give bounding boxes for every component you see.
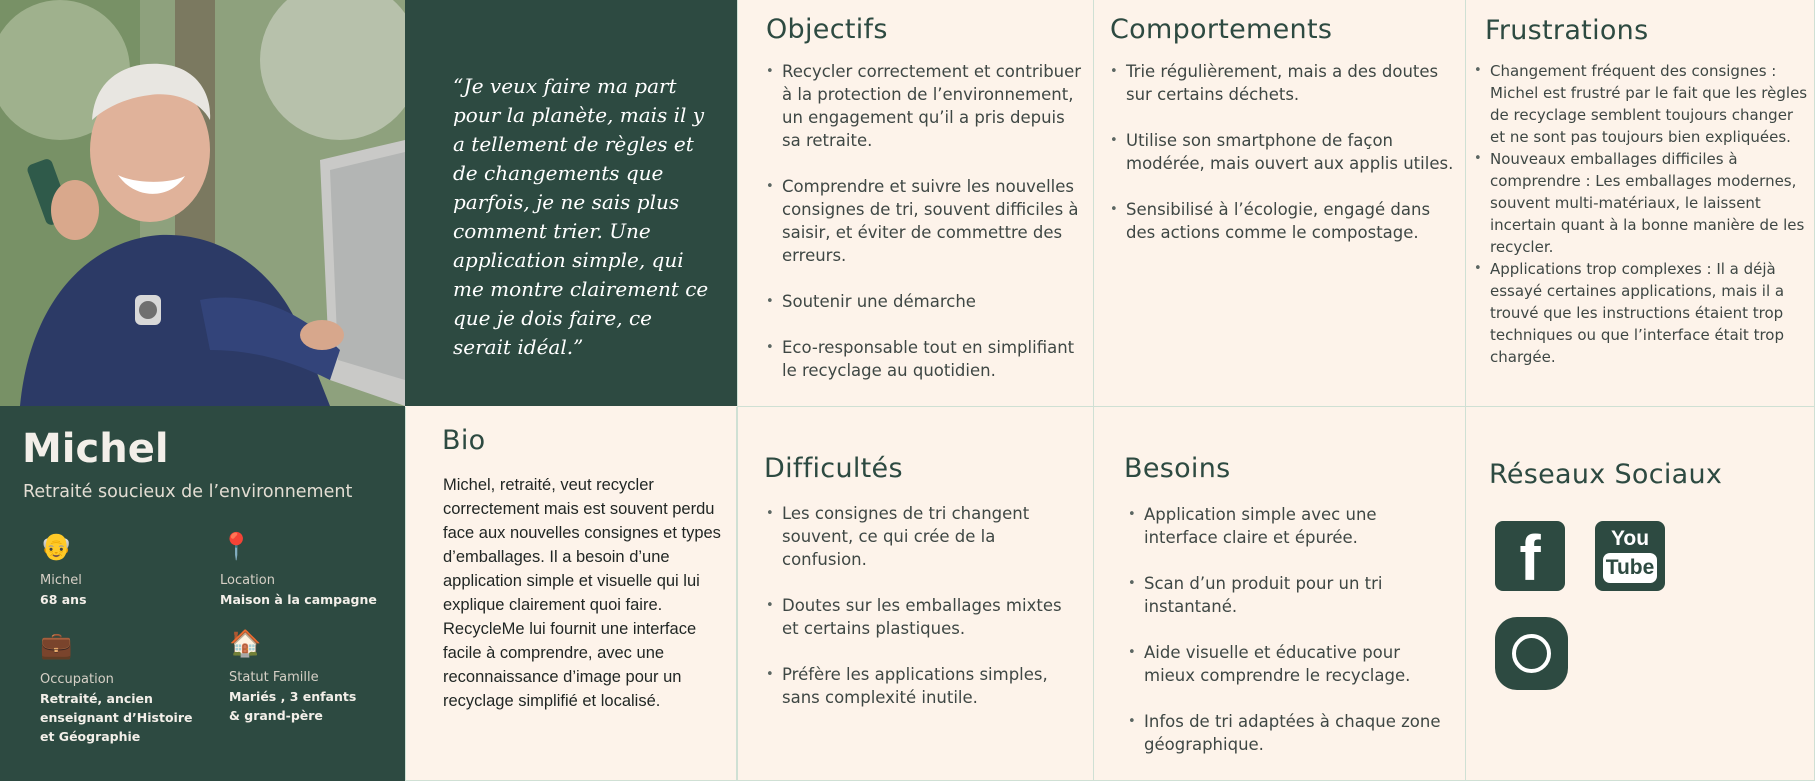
- list-item: • Comprendre et suivre les nouvelles consignes de tri, souvent difficiles à saisir, et éviter de commettre des erreurs.: [766, 175, 1082, 267]
- frustrations-section: [1466, 0, 1815, 407]
- briefcase-icon: 💼: [40, 631, 73, 661]
- list-item: • Les consignes de tri changent souvent, ce qui crée de la confusion.: [766, 502, 1066, 571]
- info-label: Michel: [40, 573, 82, 588]
- info-location: [220, 532, 400, 609]
- info-label: Location: [220, 573, 275, 588]
- info-label: Occupation: [40, 672, 114, 687]
- facebook-icon[interactable]: [1495, 521, 1565, 594]
- persona-photo: [0, 0, 405, 406]
- persona-role: Retraité soucieux de l’environnement: [23, 482, 353, 502]
- frustrations-list: [1474, 60, 1808, 368]
- comportements-title: Comportements: [1110, 14, 1333, 45]
- objectifs-list: [766, 60, 1082, 382]
- bio-title: Bio: [442, 425, 486, 456]
- besoins-list: [1128, 503, 1448, 756]
- persona-profile: [0, 406, 405, 781]
- persona-quote: “Je veux faire ma part pour la planète, mais il y a tellement de règles et de changements que parfois, je ne sais plus comment trier. Une application simple, qui me montre clairement ce que je dois faire, ce serait idéal.”: [453, 74, 709, 359]
- youtube-bottom-text: Tube: [1603, 553, 1657, 583]
- info-value: Mariés , 3 enfants & grand-père: [229, 689, 357, 723]
- difficultes-section: [737, 407, 1094, 781]
- comportements-section: [1094, 0, 1466, 407]
- elderly-face-icon: 👴: [40, 532, 73, 562]
- list-item: • Application simple avec une interface claire et épurée.: [1128, 503, 1448, 549]
- info-value: Maison à la campagne: [220, 592, 377, 607]
- info-value: Retraité, ancien enseignant d’Histoire et Géographie: [40, 691, 193, 744]
- difficultes-list: [766, 502, 1066, 709]
- frustrations-title: Frustrations: [1485, 15, 1649, 46]
- besoins-title: Besoins: [1124, 453, 1231, 484]
- house-icon: 🏠: [229, 629, 262, 659]
- list-item: • Applications trop complexes : Il a déjà essayé certaines applications, mais il a trouvé que les instructions étaient trop techniques ou que l’interface était trop chargée.: [1474, 258, 1808, 368]
- list-item: • Scan d’un produit pour un tri instantané.: [1128, 572, 1448, 618]
- list-item: • Nouveaux emballages difficiles à comprendre : Les emballages modernes, souvent multi-matériaux, le laissent incertain quant à la bonne manière de les recycler.: [1474, 148, 1808, 258]
- bio-section: [405, 407, 737, 781]
- info-label: Statut Famille: [229, 670, 319, 685]
- instagram-icon[interactable]: [1495, 617, 1568, 690]
- info-famille: [229, 629, 359, 725]
- youtube-top-text: You: [1610, 527, 1650, 550]
- list-item: • Recycler correctement et contribuer à la protection de l’environnement, un engagement qu’il a pris depuis sa retraite.: [766, 60, 1082, 152]
- list-item: • Changement fréquent des consignes : Michel est frustré par le fait que les règles de recyclage semblent toujours changer et ne sont pas toujours bien expliquées.: [1474, 60, 1808, 148]
- objectifs-section: [737, 0, 1094, 407]
- info-occupation: [40, 631, 210, 746]
- list-item: • Utilise son smartphone de façon modérée, mais ouvert aux applis utiles.: [1110, 129, 1456, 175]
- instagram-lens: [1512, 634, 1551, 673]
- persona-name: Michel: [22, 426, 169, 472]
- persona-photo-illustration: [0, 0, 405, 406]
- comportements-list: [1110, 60, 1456, 244]
- list-item: • Aide visuelle et éducative pour mieux comprendre le recyclage.: [1128, 641, 1448, 687]
- reseaux-section: [1466, 407, 1815, 781]
- list-item: • Doutes sur les emballages mixtes et certains plastiques.: [766, 594, 1066, 640]
- list-item: • Sensibilisé à l’écologie, engagé dans des actions comme le compostage.: [1110, 198, 1456, 244]
- objectifs-title: Objectifs: [766, 14, 888, 45]
- list-item: • Infos de tri adaptées à chaque zone géographique.: [1128, 710, 1448, 756]
- location-pin-icon: 📍: [220, 532, 253, 562]
- info-persona: [40, 532, 200, 609]
- reseaux-title: Réseaux Sociaux: [1489, 459, 1723, 490]
- facebook-letter: f: [1519, 522, 1541, 594]
- youtube-icon[interactable]: [1595, 521, 1665, 591]
- list-item: • Trie régulièrement, mais a des doutes sur certains déchets.: [1110, 60, 1456, 106]
- list-item: • Préfère les applications simples, sans complexité inutile.: [766, 663, 1066, 709]
- list-item: • Soutenir une démarche: [766, 290, 1082, 313]
- besoins-section: [1094, 407, 1466, 781]
- persona-quote-panel: [405, 0, 737, 406]
- difficultes-title: Difficultés: [764, 453, 903, 484]
- list-item: • Eco-responsable tout en simplifiant le recyclage au quotidien.: [766, 336, 1082, 382]
- info-value: 68 ans: [40, 592, 87, 607]
- bio-text: Michel, retraité, veut recycler correctement mais est souvent perdu face aux nouvelles consignes et types d’emballages. Il a besoin d’une application simple et visuelle qui lui explique clairement quoi faire. RecycleMe lui fournit une interface facile à comprendre, avec une reconnaissance d’image pour un recyclage simplifié et localisé.: [443, 476, 721, 710]
